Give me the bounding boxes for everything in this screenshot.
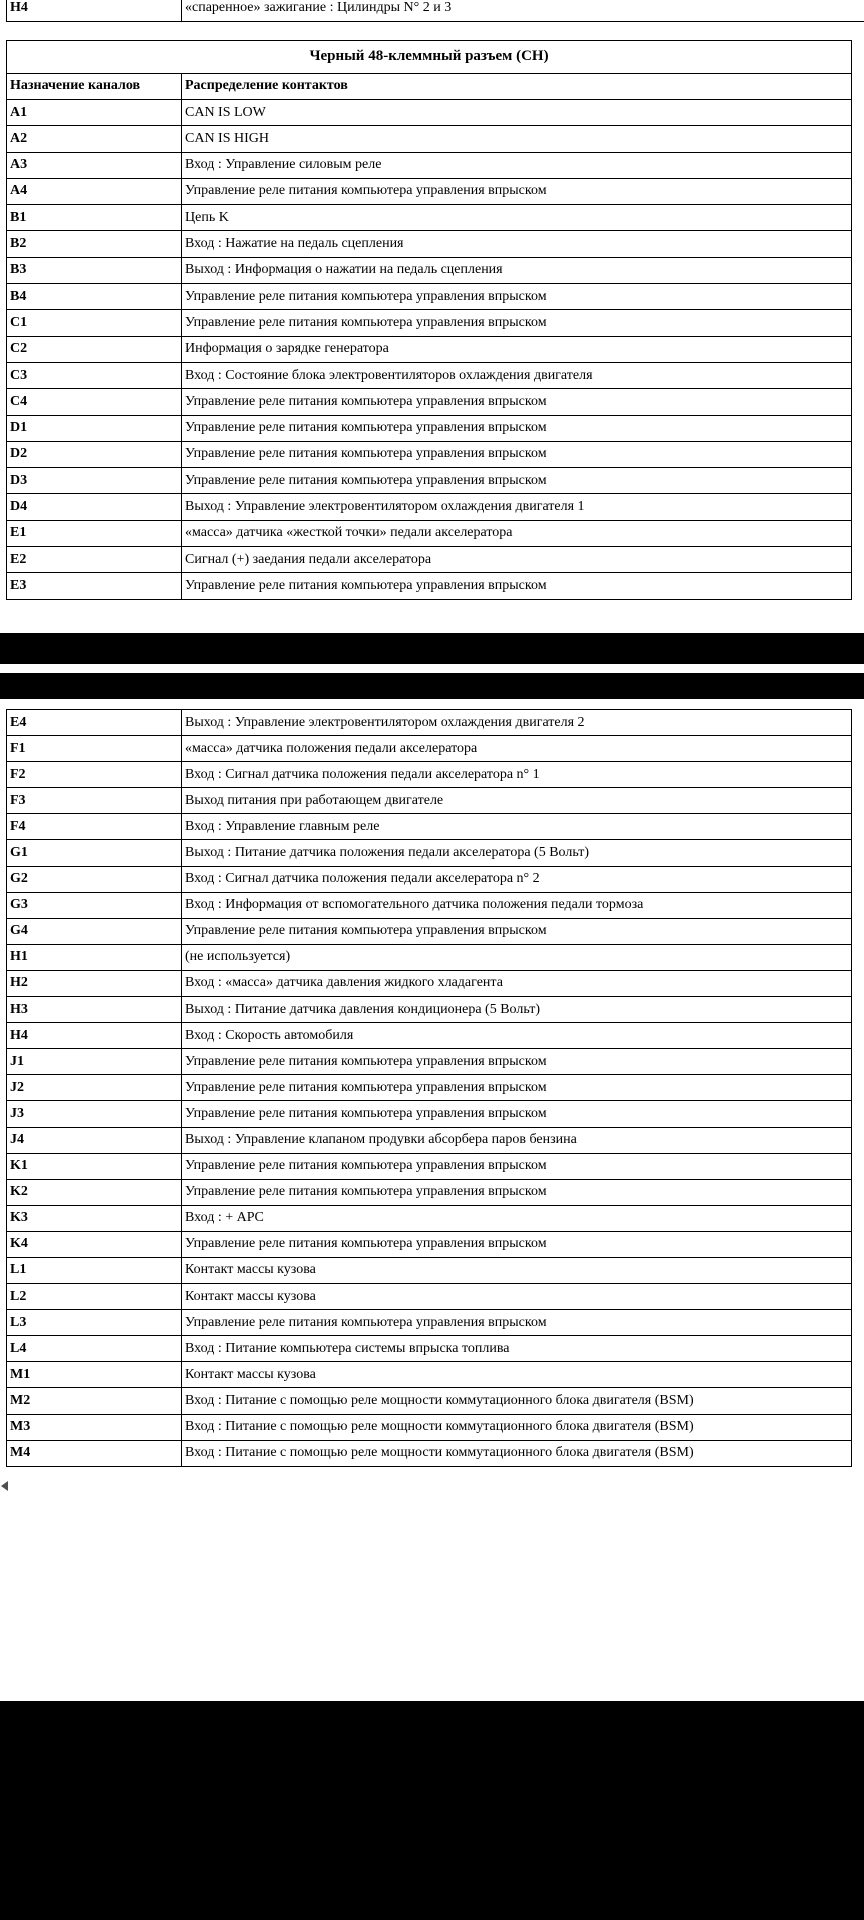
- channel-cell: M4: [7, 1440, 182, 1466]
- contact-cell: Управление реле питания компьютера управления впрыском: [182, 441, 852, 467]
- table-row: [7, 762, 852, 788]
- contact-cell: CAN IS HIGH: [182, 126, 852, 152]
- contact-cell: «масса» датчика положения педали акселератора: [182, 736, 852, 762]
- table-row: [7, 788, 852, 814]
- table-row: [7, 389, 852, 415]
- contact-cell: Вход : + APC: [182, 1205, 852, 1231]
- channel-cell: G3: [7, 892, 182, 918]
- channel-cell: J1: [7, 1049, 182, 1075]
- table-row: [7, 310, 852, 336]
- table-row: [7, 520, 852, 546]
- contact-cell: Вход : Информация от вспомогательного датчика положения педали тормоза: [182, 892, 852, 918]
- contact-cell: Вход : «масса» датчика давления жидкого хладагента: [182, 970, 852, 996]
- contact-cell: Вход : Управление главным реле: [182, 814, 852, 840]
- table-row: [7, 441, 852, 467]
- contact-cell: Контакт массы кузова: [182, 1284, 852, 1310]
- table-row: [7, 178, 852, 204]
- table-row: [7, 100, 852, 126]
- contact-cell: Управление реле питания компьютера управления впрыском: [182, 389, 852, 415]
- table-row: [7, 1153, 852, 1179]
- contact-cell: Контакт массы кузова: [182, 1257, 852, 1283]
- table-row: [7, 415, 852, 441]
- contact-cell: Управление реле питания компьютера управления впрыском: [182, 918, 852, 944]
- contact-cell: Управление реле питания компьютера управления впрыском: [182, 310, 852, 336]
- connector-table-part1: [6, 40, 852, 600]
- channel-cell: J4: [7, 1127, 182, 1153]
- table-row: [7, 1362, 852, 1388]
- table-row: [7, 1284, 852, 1310]
- channel-cell: A4: [7, 178, 182, 204]
- contact-cell: Управление реле питания компьютера управления впрыском: [182, 284, 852, 310]
- contact-cell: Управление реле питания компьютера управления впрыском: [182, 1179, 852, 1205]
- channel-cell: B2: [7, 231, 182, 257]
- channel-cell: A2: [7, 126, 182, 152]
- channel-cell: A3: [7, 152, 182, 178]
- table-body-part1: [7, 100, 852, 600]
- table-row: [7, 1179, 852, 1205]
- contact-cell: Цепь K: [182, 205, 852, 231]
- channel-cell: M1: [7, 1362, 182, 1388]
- table-row: [7, 1388, 852, 1414]
- table-row: [7, 944, 852, 970]
- channel-cell: B4: [7, 284, 182, 310]
- table-row: [7, 1049, 852, 1075]
- channel-cell: K3: [7, 1205, 182, 1231]
- table-row: [7, 231, 852, 257]
- table-row: [7, 1310, 852, 1336]
- channel-cell: J3: [7, 1101, 182, 1127]
- table-row: [7, 362, 852, 388]
- channel-cell: L2: [7, 1284, 182, 1310]
- table-row: [7, 1257, 852, 1283]
- channel-cell: C4: [7, 389, 182, 415]
- contact-cell: Вход : Сигнал датчика положения педали акселератора n° 1: [182, 762, 852, 788]
- table-row: [7, 257, 852, 283]
- table-row: [7, 1205, 852, 1231]
- contact-cell: Вход : Питание с помощью реле мощности коммутационного блока двигателя (BSM): [182, 1414, 852, 1440]
- contact-cell: Вход : Управление силовым реле: [182, 152, 852, 178]
- contact-cell: Управление реле питания компьютера управления впрыском: [182, 1310, 852, 1336]
- table-row: [7, 970, 852, 996]
- scrollbar-left-arrow-icon[interactable]: [1, 1481, 8, 1491]
- contact-cell: Вход : Питание с помощью реле мощности коммутационного блока двигателя (BSM): [182, 1388, 852, 1414]
- channel-cell: G4: [7, 918, 182, 944]
- contact-cell: (не используется): [182, 944, 852, 970]
- table-row: [7, 468, 852, 494]
- channel-cell: E1: [7, 520, 182, 546]
- channel-cell: K1: [7, 1153, 182, 1179]
- table-row: [7, 152, 852, 178]
- channel-cell: H1: [7, 944, 182, 970]
- contact-cell: «спаренное» зажигание : Цилиндры N° 2 и 3: [182, 0, 864, 22]
- table-row: [7, 1231, 852, 1257]
- contact-cell: Выход : Питание датчика положения педали акселератора (5 Вольт): [182, 840, 852, 866]
- table-row: [7, 918, 852, 944]
- channel-cell: L3: [7, 1310, 182, 1336]
- channel-cell: C2: [7, 336, 182, 362]
- contact-cell: Вход : Питание с помощью реле мощности коммутационного блока двигателя (BSM): [182, 1440, 852, 1466]
- contact-cell: Управление реле питания компьютера управления впрыском: [182, 573, 852, 599]
- contact-cell: Управление реле питания компьютера управления впрыском: [182, 1153, 852, 1179]
- channel-cell: H4: [7, 0, 182, 22]
- table-row: [7, 573, 852, 599]
- connector-table-part2: [6, 709, 852, 1467]
- contact-cell: Выход : Информация о нажатии на педаль сцепления: [182, 257, 852, 283]
- channel-cell: D1: [7, 415, 182, 441]
- channel-cell: H3: [7, 997, 182, 1023]
- contact-cell: Контакт массы кузова: [182, 1362, 852, 1388]
- contact-cell: Управление реле питания компьютера управления впрыском: [182, 1075, 852, 1101]
- channel-cell: E4: [7, 710, 182, 736]
- channel-cell: D2: [7, 441, 182, 467]
- contact-cell: Выход : Управление клапаном продувки абсорбера паров бензина: [182, 1127, 852, 1153]
- contact-cell: Управление реле питания компьютера управления впрыском: [182, 415, 852, 441]
- channel-cell: J2: [7, 1075, 182, 1101]
- channel-cell: F4: [7, 814, 182, 840]
- table-row: [7, 814, 852, 840]
- channel-cell: B1: [7, 205, 182, 231]
- page-break-bar-top: [0, 633, 864, 664]
- table-row: [7, 284, 852, 310]
- channel-cell: L4: [7, 1336, 182, 1362]
- channel-cell: G2: [7, 866, 182, 892]
- table-row: [7, 1023, 852, 1049]
- contact-cell: Управление реле питания компьютера управления впрыском: [182, 1101, 852, 1127]
- table-row: [7, 710, 852, 736]
- channel-cell: E3: [7, 573, 182, 599]
- column-header-channels: Назначение каналов: [7, 74, 182, 100]
- channel-cell: C1: [7, 310, 182, 336]
- contact-cell: Вход : Сигнал датчика положения педали акселератора n° 2: [182, 866, 852, 892]
- table-row: [7, 1075, 852, 1101]
- table-row: [7, 997, 852, 1023]
- contact-cell: Информация о зарядке генератора: [182, 336, 852, 362]
- channel-cell: F2: [7, 762, 182, 788]
- contact-cell: Управление реле питания компьютера управления впрыском: [182, 178, 852, 204]
- contact-cell: Выход : Управление электровентилятором охлаждения двигателя 2: [182, 710, 852, 736]
- contact-cell: Вход : Скорость автомобиля: [182, 1023, 852, 1049]
- table-row: [7, 336, 852, 362]
- table-row: [7, 1440, 852, 1466]
- contact-cell: «масса» датчика «жесткой точки» педали акселератора: [182, 520, 852, 546]
- table-row: [7, 1414, 852, 1440]
- bottom-black-area: [0, 1701, 864, 1920]
- channel-cell: K2: [7, 1179, 182, 1205]
- table-row: [7, 126, 852, 152]
- contact-cell: Сигнал (+) заедания педали акселератора: [182, 547, 852, 573]
- channel-cell: E2: [7, 547, 182, 573]
- contact-cell: Управление реле питания компьютера управления впрыском: [182, 1231, 852, 1257]
- page-break-bar-bottom: [0, 673, 864, 699]
- channel-cell: G1: [7, 840, 182, 866]
- channel-cell: B3: [7, 257, 182, 283]
- table-title-row: [7, 41, 852, 74]
- channel-cell: F3: [7, 788, 182, 814]
- column-header-contacts: Распределение контактов: [182, 74, 852, 100]
- table-row: [7, 840, 852, 866]
- channel-cell: H4: [7, 1023, 182, 1049]
- channel-cell: D4: [7, 494, 182, 520]
- channel-cell: K4: [7, 1231, 182, 1257]
- channel-cell: M3: [7, 1414, 182, 1440]
- channel-cell: H2: [7, 970, 182, 996]
- table-row: [7, 866, 852, 892]
- channel-cell: A1: [7, 100, 182, 126]
- contact-cell: Вход : Состояние блока электровентиляторов охлаждения двигателя: [182, 362, 852, 388]
- table-body-part2: [7, 710, 852, 1467]
- table-row: [7, 205, 852, 231]
- table-row: [7, 1336, 852, 1362]
- contact-cell: Выход питания при работающем двигателе: [182, 788, 852, 814]
- table-row: [7, 892, 852, 918]
- contact-cell: Управление реле питания компьютера управления впрыском: [182, 468, 852, 494]
- table-row: [7, 1101, 852, 1127]
- previous-table-clipped-row: [6, 0, 864, 22]
- table-row: [7, 1127, 852, 1153]
- channel-cell: D3: [7, 468, 182, 494]
- contact-cell: Выход : Управление электровентилятором охлаждения двигателя 1: [182, 494, 852, 520]
- channel-cell: C3: [7, 362, 182, 388]
- channel-cell: L1: [7, 1257, 182, 1283]
- contact-cell: Выход : Питание датчика давления кондиционера (5 Вольт): [182, 997, 852, 1023]
- table-title: Черный 48-клеммный разъем (CH): [7, 41, 852, 74]
- table-row: [7, 547, 852, 573]
- contact-cell: Управление реле питания компьютера управления впрыском: [182, 1049, 852, 1075]
- contact-cell: Вход : Нажатие на педаль сцепления: [182, 231, 852, 257]
- channel-cell: F1: [7, 736, 182, 762]
- table-header-row: [7, 74, 852, 100]
- contact-cell: Вход : Питание компьютера системы впрыска топлива: [182, 1336, 852, 1362]
- table-row: [7, 0, 864, 22]
- channel-cell: M2: [7, 1388, 182, 1414]
- table-row: [7, 494, 852, 520]
- table-row: [7, 736, 852, 762]
- contact-cell: CAN IS LOW: [182, 100, 852, 126]
